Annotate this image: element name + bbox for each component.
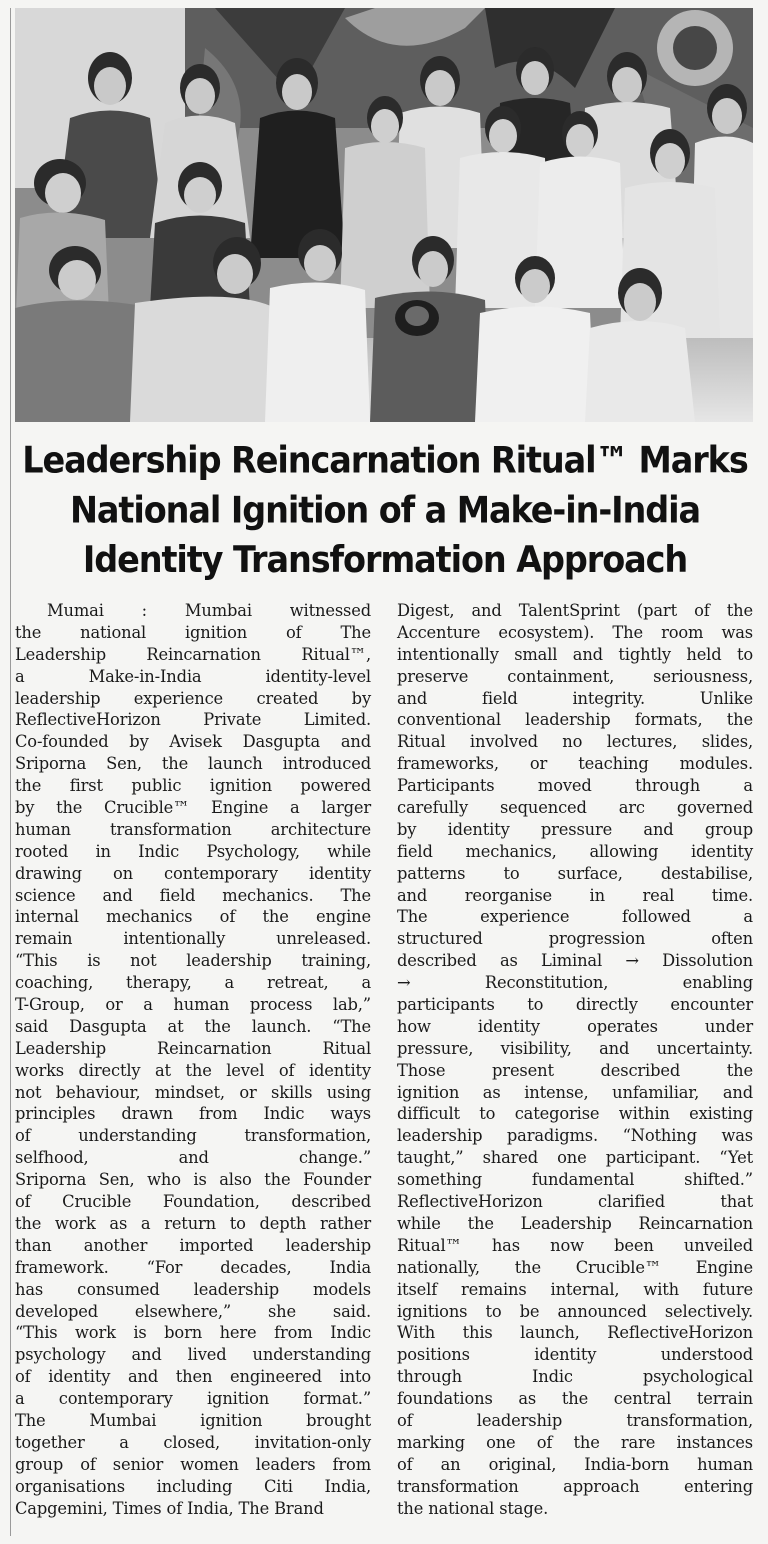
article-text-line: psychology and lived understanding xyxy=(15,1345,371,1365)
article-text-line: foundations as the central terrain xyxy=(397,1389,753,1409)
article-text-line: The experience followed a xyxy=(397,907,753,927)
article-column-right xyxy=(397,600,753,1519)
article-text-line: difficult to categorise within existing xyxy=(397,1104,753,1124)
article-text-line: not behaviour, mindset, or skills using xyxy=(15,1082,371,1102)
article-text-line: human transformation architecture xyxy=(15,819,371,839)
article-text-line: works directly at the level of identity xyxy=(15,1060,371,1080)
article-text-line: pressure, visibility, and uncertainty. xyxy=(397,1038,753,1058)
article-text-line: Those present described the xyxy=(397,1060,753,1080)
article-text-line: of identity and then engineered into xyxy=(15,1367,371,1387)
article-text-line: selfhood, and change.” xyxy=(15,1148,371,1168)
article-text-line: rooted in Indic Psychology, while xyxy=(15,841,371,861)
article-text-line: patterns to surface, destabilise, xyxy=(397,863,753,883)
article-text-line: organisations including Citi India, xyxy=(15,1476,371,1496)
article-text-line: Ritual™ has now been unveiled xyxy=(397,1235,753,1255)
article-text-line: by identity pressure and group xyxy=(397,819,753,839)
article-text-line: something fundamental shifted.” xyxy=(397,1170,753,1190)
article-text-line: positions identity understood xyxy=(397,1345,753,1365)
article-text-line: T-Group, or a human process lab,” xyxy=(15,995,371,1015)
article-column-left xyxy=(15,600,371,1519)
article-text-line: preserve containment, seriousness, xyxy=(397,666,753,686)
article-text-line: Accenture ecosystem). The room was xyxy=(397,622,753,642)
article-text-line: participants to directly encounter xyxy=(397,995,753,1015)
article-text-line: nationally, the Crucible™ Engine xyxy=(397,1257,753,1277)
article-text-line: ReflectiveHorizon Private Limited. xyxy=(15,710,371,730)
article-text-line: described as Liminal → Dissolution xyxy=(397,951,753,971)
article-text-line: together a closed, invitation-only xyxy=(15,1432,371,1452)
article-text-line: group of senior women leaders from xyxy=(15,1454,371,1474)
article-text-line: The Mumbai ignition brought xyxy=(15,1410,371,1430)
article-text-line: leadership experience created by xyxy=(15,688,371,708)
article-text-line: ignitions to be announced selectively. xyxy=(397,1301,753,1321)
article-text-line: Co-founded by Avisek Dasgupta and xyxy=(15,732,371,752)
article-text-line: conventional leadership formats, the xyxy=(397,710,753,730)
headline-line: Identity Transformation Approach xyxy=(82,538,688,581)
article-text-line: intentionally small and tightly held to xyxy=(397,644,753,664)
article-text-line: coaching, therapy, a retreat, a xyxy=(15,973,371,993)
article-text-line: the work as a return to depth rather xyxy=(15,1213,371,1233)
article-text-line: the first public ignition powered xyxy=(15,776,371,796)
article-text-line: has consumed leadership models xyxy=(15,1279,371,1299)
headline-line: Leadership Reincarnation Ritual™ Marks xyxy=(22,439,748,482)
article-text-line: → Reconstitution, enabling xyxy=(397,973,753,993)
group-photo xyxy=(15,8,753,422)
article-text-line: Sriporna Sen, who is also the Founder xyxy=(15,1170,371,1190)
article-text-line: carefully sequenced arc governed xyxy=(397,798,753,818)
article-text-line: of leadership transformation, xyxy=(397,1410,753,1430)
article-text-line: said Dasgupta at the launch. “The xyxy=(15,1016,371,1036)
article-headline xyxy=(14,436,756,585)
article-text-line: taught,” shared one participant. “Yet xyxy=(397,1148,753,1168)
article-text-line: and reorganise in real time. xyxy=(397,885,753,905)
article-text-line: ReflectiveHorizon clarified that xyxy=(397,1192,753,1212)
article-text-line: frameworks, or teaching modules. xyxy=(397,754,753,774)
article-text-line: With this launch, ReflectiveHorizon xyxy=(397,1323,753,1343)
article-text-line: developed elsewhere,” she said. xyxy=(15,1301,371,1321)
article-text-line: through Indic psychological xyxy=(397,1367,753,1387)
article-text-line: a Make-in-India identity-level xyxy=(15,666,371,686)
article-text-line: and field integrity. Unlike xyxy=(397,688,753,708)
article-text-line: the national ignition of The xyxy=(15,622,371,642)
article-text-line: internal mechanics of the engine xyxy=(15,907,371,927)
article-text-line: of an original, India-born human xyxy=(397,1454,753,1474)
headline-line: National Ignition of a Make-in-India xyxy=(69,488,701,532)
article-text-line: principles drawn from Indic ways xyxy=(15,1104,371,1124)
article-text-line: Mumai : Mumbai witnessed xyxy=(47,601,371,620)
article-text-line: how identity operates under xyxy=(397,1016,753,1036)
article-text-line: science and field mechanics. The xyxy=(15,885,371,905)
article-text-line: Leadership Reincarnation Ritual xyxy=(15,1038,371,1058)
article-text-line: transformation approach entering xyxy=(397,1476,753,1496)
article-text-line: Capgemini, Times of India, The Brand xyxy=(15,1498,324,1518)
article-text-line: leadership paradigms. “Nothing was xyxy=(397,1126,753,1146)
article-text-line: drawing on contemporary identity xyxy=(15,863,371,883)
article-text-line: than another imported leadership xyxy=(15,1235,371,1255)
article-text-line: Digest, and TalentSprint (part of the xyxy=(397,601,753,620)
article-text-line: a contemporary ignition format.” xyxy=(15,1389,371,1409)
article-text-line: Ritual involved no lectures, slides, xyxy=(397,732,753,752)
article-text-line: marking one of the rare instances xyxy=(397,1432,753,1452)
article-text-line: structured progression often xyxy=(397,929,753,949)
article-text-line: by the Crucible™ Engine a larger xyxy=(15,798,371,818)
article-text-line: of Crucible Foundation, described xyxy=(15,1192,371,1212)
article-text-line: ignition as intense, unfamiliar, and xyxy=(397,1082,753,1102)
article-text-line: of understanding transformation, xyxy=(15,1126,371,1146)
article-text-line: Sriporna Sen, the launch introduced xyxy=(15,754,371,774)
article-text-line: Leadership Reincarnation Ritual™, xyxy=(15,644,371,664)
article-text-line: framework. “For decades, India xyxy=(15,1257,371,1277)
article-text-line: “This work is born here from Indic xyxy=(15,1323,371,1343)
article-text-line: while the Leadership Reincarnation xyxy=(397,1213,753,1233)
article-text-line: itself remains internal, with future xyxy=(397,1279,753,1299)
article-text-line: field mechanics, allowing identity xyxy=(397,841,753,861)
article-text-line: the national stage. xyxy=(397,1498,549,1518)
page-edge-rule xyxy=(10,8,11,1536)
article-text-line: Participants moved through a xyxy=(397,776,753,796)
article-text-line: remain intentionally unreleased. xyxy=(15,929,371,949)
article-text-line: “This is not leadership training, xyxy=(15,951,371,971)
